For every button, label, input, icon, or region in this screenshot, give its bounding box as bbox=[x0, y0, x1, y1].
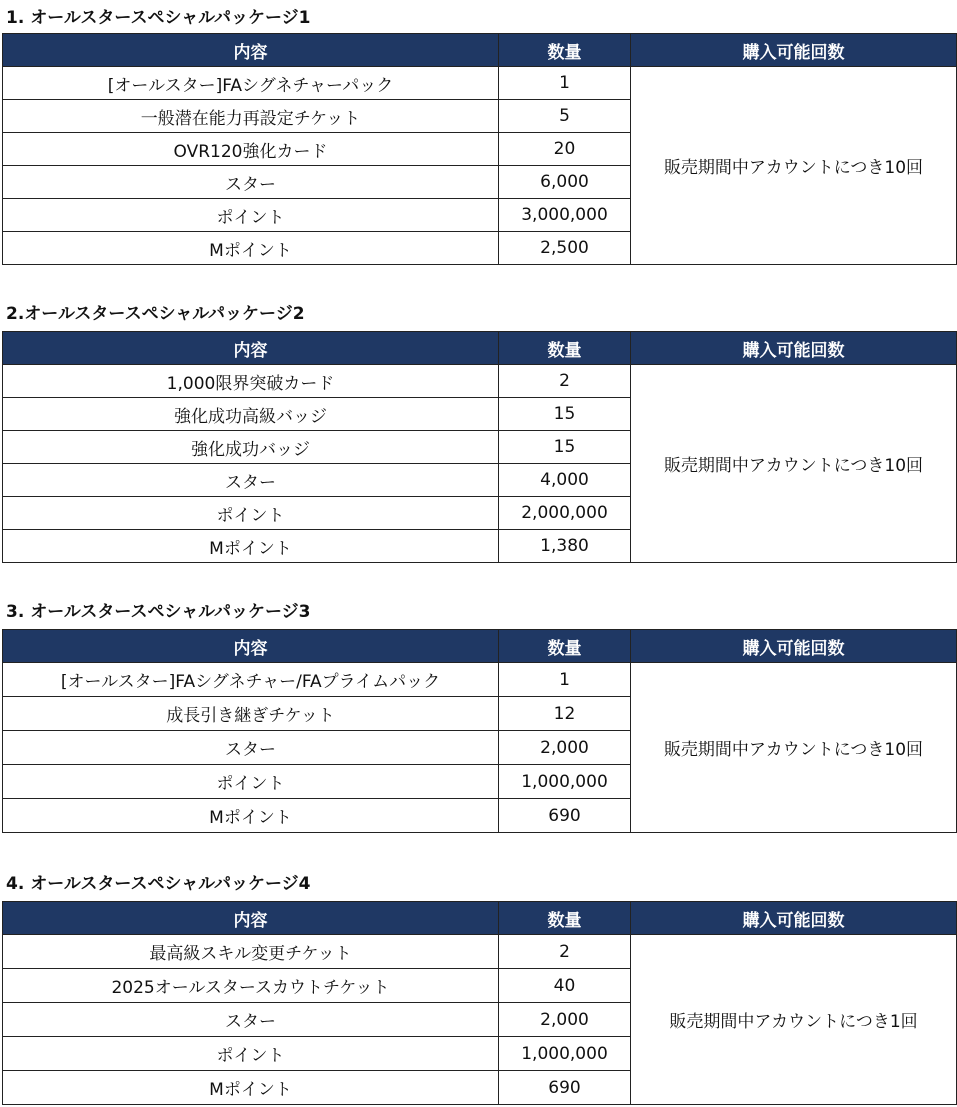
item-name: 2025オールスタースカウトチケット bbox=[3, 969, 499, 1003]
header-limit: 購入可能回数 bbox=[631, 332, 957, 365]
item-name: [オールスター]FAシグネチャーパック bbox=[3, 67, 499, 100]
item-qty: 12 bbox=[499, 697, 631, 731]
item-name: スター bbox=[3, 464, 499, 497]
item-name: 一般潜在能力再設定チケット bbox=[3, 100, 499, 133]
item-qty: 2,500 bbox=[499, 232, 631, 265]
table-row bbox=[3, 935, 957, 969]
item-name: Mポイント bbox=[3, 1071, 499, 1105]
package-3-table bbox=[2, 629, 957, 833]
item-name: Mポイント bbox=[3, 232, 499, 265]
item-qty: 2 bbox=[499, 365, 631, 398]
header-item: 内容 bbox=[3, 902, 499, 935]
item-qty: 15 bbox=[499, 398, 631, 431]
item-name: [オールスター]FAシグネチャー/FAプライムパック bbox=[3, 663, 499, 697]
header-item: 内容 bbox=[3, 34, 499, 67]
item-qty: 3,000,000 bbox=[499, 199, 631, 232]
header-qty: 数量 bbox=[499, 902, 631, 935]
header-qty: 数量 bbox=[499, 630, 631, 663]
table-row bbox=[3, 67, 957, 100]
item-name: 最高級スキル変更チケット bbox=[3, 935, 499, 969]
item-name: スター bbox=[3, 166, 499, 199]
purchase-limit: 販売期間中アカウントにつき10回 bbox=[631, 663, 957, 833]
item-qty: 6,000 bbox=[499, 166, 631, 199]
header-limit: 購入可能回数 bbox=[631, 34, 957, 67]
table-header-row bbox=[3, 630, 957, 663]
item-name: ポイント bbox=[3, 497, 499, 530]
header-limit: 購入可能回数 bbox=[631, 630, 957, 663]
header-qty: 数量 bbox=[499, 34, 631, 67]
item-name: スター bbox=[3, 1003, 499, 1037]
item-qty: 2,000 bbox=[499, 1003, 631, 1037]
table-header-row bbox=[3, 34, 957, 67]
item-name: スター bbox=[3, 731, 499, 765]
purchase-limit: 販売期間中アカウントにつき10回 bbox=[631, 365, 957, 563]
item-name: 1,000限界突破カード bbox=[3, 365, 499, 398]
item-name: 成長引き継ぎチケット bbox=[3, 697, 499, 731]
item-qty: 5 bbox=[499, 100, 631, 133]
package-2-title: 2.オールスタースペシャルパッケージ2 bbox=[6, 304, 305, 324]
item-name: Mポイント bbox=[3, 530, 499, 563]
item-name: Mポイント bbox=[3, 799, 499, 833]
item-qty: 1 bbox=[499, 663, 631, 697]
header-qty: 数量 bbox=[499, 332, 631, 365]
item-qty: 690 bbox=[499, 1071, 631, 1105]
purchase-limit: 販売期間中アカウントにつき1回 bbox=[631, 935, 957, 1105]
item-qty: 15 bbox=[499, 431, 631, 464]
purchase-limit: 販売期間中アカウントにつき10回 bbox=[631, 67, 957, 265]
table-header-row bbox=[3, 902, 957, 935]
header-item: 内容 bbox=[3, 630, 499, 663]
item-qty: 40 bbox=[499, 969, 631, 1003]
item-qty: 1 bbox=[499, 67, 631, 100]
item-name: OVR120強化カード bbox=[3, 133, 499, 166]
table-row bbox=[3, 663, 957, 697]
item-qty: 1,380 bbox=[499, 530, 631, 563]
item-qty: 1,000,000 bbox=[499, 765, 631, 799]
item-name: 強化成功バッジ bbox=[3, 431, 499, 464]
item-qty: 20 bbox=[499, 133, 631, 166]
item-name: ポイント bbox=[3, 1037, 499, 1071]
table-header-row bbox=[3, 332, 957, 365]
item-qty: 4,000 bbox=[499, 464, 631, 497]
header-limit: 購入可能回数 bbox=[631, 902, 957, 935]
package-1-title: 1. オールスタースペシャルパッケージ1 bbox=[6, 8, 311, 28]
item-qty: 2,000 bbox=[499, 731, 631, 765]
package-4-title: 4. オールスタースペシャルパッケージ4 bbox=[6, 874, 311, 894]
item-name: ポイント bbox=[3, 199, 499, 232]
package-3-title: 3. オールスタースペシャルパッケージ3 bbox=[6, 602, 311, 622]
table-row bbox=[3, 365, 957, 398]
item-name: ポイント bbox=[3, 765, 499, 799]
item-qty: 2 bbox=[499, 935, 631, 969]
item-name: 強化成功高級バッジ bbox=[3, 398, 499, 431]
package-2-table bbox=[2, 331, 957, 563]
package-4-table bbox=[2, 901, 957, 1105]
item-qty: 690 bbox=[499, 799, 631, 833]
item-qty: 2,000,000 bbox=[499, 497, 631, 530]
package-1-table bbox=[2, 33, 957, 265]
header-item: 内容 bbox=[3, 332, 499, 365]
item-qty: 1,000,000 bbox=[499, 1037, 631, 1071]
